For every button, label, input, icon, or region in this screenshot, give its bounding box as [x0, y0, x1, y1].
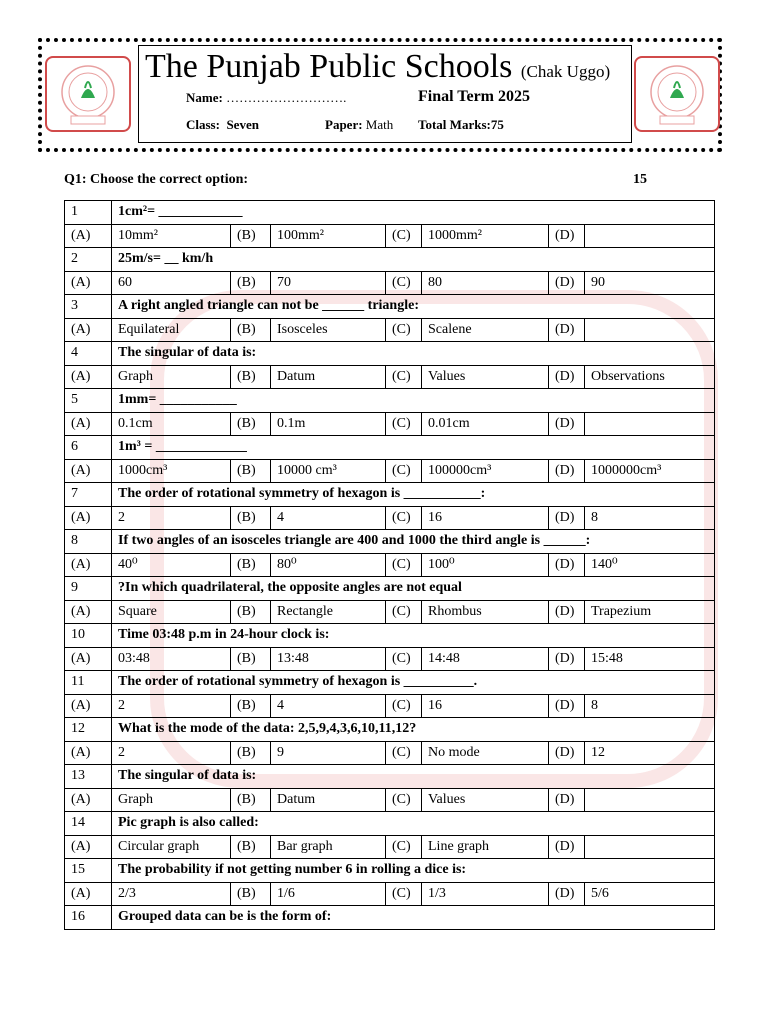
question-number: 2	[65, 248, 112, 272]
question-row	[65, 718, 715, 742]
option-a-label: (A)	[65, 318, 112, 342]
option-d-label: (D)	[549, 788, 585, 812]
question-row	[65, 389, 715, 413]
option-a-label: (A)	[65, 506, 112, 530]
option-d-label: (D)	[549, 412, 585, 436]
option-c-text: 1000mm²	[422, 224, 549, 248]
question-text: Grouped data can be is the form of:	[112, 906, 715, 930]
option-a-label: (A)	[65, 788, 112, 812]
option-a-text: 40⁰	[112, 553, 231, 577]
section-title: Q1: Choose the correct option:	[64, 172, 249, 187]
question-row	[65, 906, 715, 930]
option-c-label: (C)	[386, 412, 422, 436]
question-number: 6	[65, 436, 112, 460]
option-c-label: (C)	[386, 741, 422, 765]
option-d-text: 1000000cm³	[585, 459, 715, 483]
question-text: The singular of data is:	[112, 342, 715, 366]
option-c-text: 1/3	[422, 882, 549, 906]
question-row	[65, 483, 715, 507]
option-b-label: (B)	[231, 882, 271, 906]
option-c-label: (C)	[386, 694, 422, 718]
question-text: The order of rotational symmetry of hexagon is __________.	[112, 671, 715, 695]
option-a-label: (A)	[65, 271, 112, 295]
option-d-text: 140⁰	[585, 553, 715, 577]
option-d-text: 8	[585, 694, 715, 718]
question-row	[65, 671, 715, 695]
question-number: 13	[65, 765, 112, 789]
option-c-text: 16	[422, 506, 549, 530]
option-a-text: Square	[112, 600, 231, 624]
option-d-text	[585, 835, 715, 859]
option-d-text: 12	[585, 741, 715, 765]
option-a-label: (A)	[65, 647, 112, 671]
options-row	[65, 224, 715, 248]
question-text: If two angles of an isosceles triangle are 400 and 1000 the third angle is ______:	[112, 530, 715, 554]
option-b-text: 70	[271, 271, 386, 295]
question-number: 10	[65, 624, 112, 648]
option-c-text: 80	[422, 271, 549, 295]
option-b-label: (B)	[231, 835, 271, 859]
option-c-label: (C)	[386, 788, 422, 812]
question-number: 14	[65, 812, 112, 836]
question-number: 3	[65, 295, 112, 319]
option-b-text: 9	[271, 741, 386, 765]
question-row	[65, 436, 715, 460]
option-a-text: Circular graph	[112, 835, 231, 859]
option-a-label: (A)	[65, 835, 112, 859]
option-d-text	[585, 318, 715, 342]
option-a-text: 03:48	[112, 647, 231, 671]
option-d-label: (D)	[549, 553, 585, 577]
option-c-text: Values	[422, 365, 549, 389]
option-c-text: Scalene	[422, 318, 549, 342]
school-logo-icon	[47, 58, 129, 130]
option-c-text: Rhombus	[422, 600, 549, 624]
option-b-label: (B)	[231, 788, 271, 812]
option-d-label: (D)	[549, 600, 585, 624]
question-number: 11	[65, 671, 112, 695]
option-a-label: (A)	[65, 600, 112, 624]
option-d-text: Observations	[585, 365, 715, 389]
school-logo-right	[634, 56, 720, 132]
option-b-label: (B)	[231, 318, 271, 342]
option-d-label: (D)	[549, 694, 585, 718]
option-d-text: 5/6	[585, 882, 715, 906]
option-d-label: (D)	[549, 506, 585, 530]
option-b-label: (B)	[231, 271, 271, 295]
option-a-text: 2	[112, 506, 231, 530]
school-title	[145, 48, 610, 86]
option-a-label: (A)	[65, 882, 112, 906]
option-a-label: (A)	[65, 553, 112, 577]
options-row	[65, 694, 715, 718]
question-number: 15	[65, 859, 112, 883]
question-number: 5	[65, 389, 112, 413]
option-a-text: 10mm²	[112, 224, 231, 248]
mcq-table	[64, 200, 715, 930]
question-text: What is the mode of the data: 2,5,9,4,3,6,10,11,12?	[112, 718, 715, 742]
question-text: The probability if not getting number 6 in rolling a dice is:	[112, 859, 715, 883]
option-c-label: (C)	[386, 271, 422, 295]
options-row	[65, 647, 715, 671]
question-number: 12	[65, 718, 112, 742]
option-d-label: (D)	[549, 741, 585, 765]
option-d-label: (D)	[549, 835, 585, 859]
option-c-label: (C)	[386, 647, 422, 671]
option-b-label: (B)	[231, 506, 271, 530]
question-text: The order of rotational symmetry of hexagon is ___________:	[112, 483, 715, 507]
question-text: 25m/s= __ km/h	[112, 248, 715, 272]
option-a-text: 2	[112, 694, 231, 718]
option-a-text: 2	[112, 741, 231, 765]
option-b-label: (B)	[231, 459, 271, 483]
option-d-label: (D)	[549, 647, 585, 671]
options-row	[65, 365, 715, 389]
question-number: 1	[65, 201, 112, 225]
options-row	[65, 506, 715, 530]
option-c-text: 100⁰	[422, 553, 549, 577]
options-row	[65, 788, 715, 812]
question-row	[65, 342, 715, 366]
option-c-text: 14:48	[422, 647, 549, 671]
option-a-text: 2/3	[112, 882, 231, 906]
question-row	[65, 859, 715, 883]
option-d-label: (D)	[549, 271, 585, 295]
option-d-text: 15:48	[585, 647, 715, 671]
option-b-text: Bar graph	[271, 835, 386, 859]
option-d-label: (D)	[549, 365, 585, 389]
option-d-text: Trapezium	[585, 600, 715, 624]
option-a-label: (A)	[65, 365, 112, 389]
options-row	[65, 553, 715, 577]
option-c-label: (C)	[386, 600, 422, 624]
option-d-label: (D)	[549, 224, 585, 248]
question-text: ?In which quadrilateral, the opposite angles are not equal	[112, 577, 715, 601]
option-a-text: 0.1cm	[112, 412, 231, 436]
option-c-label: (C)	[386, 835, 422, 859]
question-number: 8	[65, 530, 112, 554]
question-row	[65, 812, 715, 836]
question-text: Pic graph is also called:	[112, 812, 715, 836]
question-text: Time 03:48 p.m in 24-hour clock is:	[112, 624, 715, 648]
option-a-text: Graph	[112, 365, 231, 389]
name-blank: ……………………….	[226, 90, 347, 105]
school-logo-icon	[636, 58, 718, 130]
option-b-label: (B)	[231, 694, 271, 718]
question-number: 9	[65, 577, 112, 601]
option-c-text: 100000cm³	[422, 459, 549, 483]
title-box	[138, 45, 632, 143]
option-a-text: Equilateral	[112, 318, 231, 342]
option-a-text: 60	[112, 271, 231, 295]
option-b-label: (B)	[231, 224, 271, 248]
option-b-text: Isosceles	[271, 318, 386, 342]
option-d-text	[585, 412, 715, 436]
options-row	[65, 600, 715, 624]
option-c-label: (C)	[386, 553, 422, 577]
class-field	[186, 117, 259, 133]
option-d-text	[585, 788, 715, 812]
option-b-text: 4	[271, 694, 386, 718]
question-text: 1m³ = _____________	[112, 436, 715, 460]
question-row	[65, 201, 715, 225]
options-row	[65, 835, 715, 859]
question-row	[65, 248, 715, 272]
option-b-text: Datum	[271, 365, 386, 389]
question-row	[65, 577, 715, 601]
question-row	[65, 295, 715, 319]
option-c-label: (C)	[386, 224, 422, 248]
class-value: Seven	[226, 117, 259, 132]
options-row	[65, 741, 715, 765]
paper-label: Paper:	[325, 117, 363, 132]
total-marks: Total Marks:75	[418, 117, 504, 132]
option-c-text: Line graph	[422, 835, 549, 859]
options-row	[65, 271, 715, 295]
option-d-label: (D)	[549, 318, 585, 342]
option-a-label: (A)	[65, 694, 112, 718]
name-label: Name:	[186, 90, 223, 105]
question-row	[65, 624, 715, 648]
option-d-text	[585, 224, 715, 248]
option-b-text: 100mm²	[271, 224, 386, 248]
option-b-text: 13:48	[271, 647, 386, 671]
question-row	[65, 765, 715, 789]
exam-term: Final Term 2025	[418, 88, 531, 105]
options-row	[65, 412, 715, 436]
question-number: 4	[65, 342, 112, 366]
option-a-text: Graph	[112, 788, 231, 812]
option-b-label: (B)	[231, 412, 271, 436]
option-d-text: 90	[585, 271, 715, 295]
option-c-label: (C)	[386, 365, 422, 389]
option-c-text: 0.01cm	[422, 412, 549, 436]
question-number: 7	[65, 483, 112, 507]
option-c-text: No mode	[422, 741, 549, 765]
option-c-text: Values	[422, 788, 549, 812]
school-name: The Punjab Public Schools	[145, 48, 513, 85]
option-b-text: 1/6	[271, 882, 386, 906]
option-a-label: (A)	[65, 224, 112, 248]
option-a-label: (A)	[65, 741, 112, 765]
question-number: 16	[65, 906, 112, 930]
option-b-label: (B)	[231, 365, 271, 389]
option-b-text: 0.1m	[271, 412, 386, 436]
option-a-label: (A)	[65, 459, 112, 483]
option-d-label: (D)	[549, 459, 585, 483]
option-b-label: (B)	[231, 600, 271, 624]
option-b-text: 4	[271, 506, 386, 530]
option-a-label: (A)	[65, 412, 112, 436]
option-c-label: (C)	[386, 506, 422, 530]
option-b-text: Datum	[271, 788, 386, 812]
class-label: Class:	[186, 117, 220, 132]
question-text: A right angled triangle can not be ______ triangle:	[112, 295, 715, 319]
name-field	[186, 90, 346, 106]
option-a-text: 1000cm³	[112, 459, 231, 483]
options-row	[65, 882, 715, 906]
option-b-label: (B)	[231, 741, 271, 765]
paper-value: Math	[365, 117, 394, 132]
option-c-text: 16	[422, 694, 549, 718]
section-marks: 15	[633, 172, 647, 187]
school-logo-left	[45, 56, 131, 132]
paper-field	[325, 117, 393, 133]
option-b-label: (B)	[231, 553, 271, 577]
option-b-text: 10000 cm³	[271, 459, 386, 483]
options-row	[65, 318, 715, 342]
question-text: The singular of data is:	[112, 765, 715, 789]
question-text: 1cm²= ____________	[112, 201, 715, 225]
school-campus: (Chak Uggo)	[520, 62, 611, 81]
option-c-label: (C)	[386, 882, 422, 906]
question-text: 1mm= ___________	[112, 389, 715, 413]
option-c-label: (C)	[386, 459, 422, 483]
option-b-label: (B)	[231, 647, 271, 671]
option-c-label: (C)	[386, 318, 422, 342]
option-b-text: Rectangle	[271, 600, 386, 624]
option-d-label: (D)	[549, 882, 585, 906]
options-row	[65, 459, 715, 483]
option-d-text: 8	[585, 506, 715, 530]
option-b-text: 80⁰	[271, 553, 386, 577]
question-row	[65, 530, 715, 554]
